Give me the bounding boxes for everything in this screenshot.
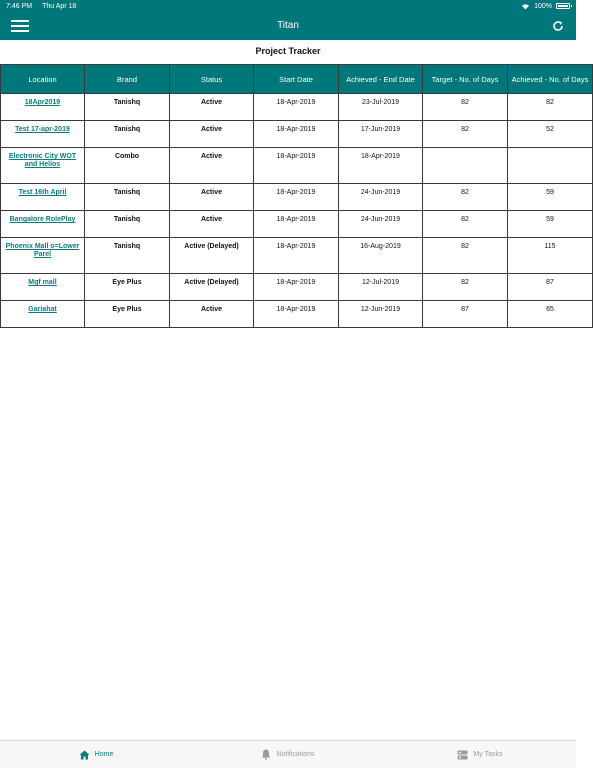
cell-brand: Tanishq	[85, 238, 170, 274]
header-status: Status	[170, 65, 254, 94]
location-link[interactable]: Test 17-apr-2019	[15, 126, 70, 133]
status-date: Thu Apr 18	[42, 2, 77, 10]
location-link[interactable]: Phoenix Mall o=Lower Parel	[5, 243, 80, 258]
header-achieved-end-date: Achieved - End Date	[339, 65, 423, 94]
cell-status: Active	[170, 148, 254, 184]
header-target-days: Target - No. of Days	[423, 65, 508, 94]
battery-percent: 100%	[534, 2, 552, 10]
cell-target-days	[423, 148, 508, 184]
cell-end-date: 24-Jun-2019	[339, 211, 423, 238]
cell-start-date: 18-Apr-2019	[254, 238, 339, 274]
header-achieved-days: Achieved - No. of Days	[508, 65, 593, 94]
cell-achieved-days: 65	[508, 301, 593, 328]
cell-end-date: 23-Jul-2019	[339, 94, 423, 121]
cell-location	[1, 148, 85, 184]
nav-bar	[0, 12, 576, 40]
project-table-scroll[interactable]	[0, 64, 589, 328]
cell-target-days: 82	[423, 211, 508, 238]
cell-end-date: 18-Apr-2019	[339, 148, 423, 184]
cell-brand: Eye Plus	[85, 301, 170, 328]
table-row[interactable]	[1, 121, 593, 148]
location-link[interactable]: Bangalore RolePlay	[9, 216, 76, 223]
tab-label: Home	[94, 751, 114, 758]
location-link[interactable]: Gariahat	[28, 306, 57, 313]
cell-end-date: 12-Jul-2019	[339, 274, 423, 301]
table-row[interactable]	[1, 274, 593, 301]
location-link[interactable]: 18Apr2019	[24, 99, 61, 106]
table-row[interactable]	[1, 301, 593, 328]
cell-location	[1, 94, 85, 121]
table-row[interactable]	[1, 238, 593, 274]
wifi-icon	[521, 3, 530, 9]
cell-status: Active	[170, 301, 254, 328]
cell-achieved-days: 82	[508, 94, 593, 121]
cell-achieved-days: 87	[508, 274, 593, 301]
tab-my-tasks[interactable]	[384, 741, 576, 768]
cell-location	[1, 301, 85, 328]
cell-target-days: 82	[423, 121, 508, 148]
header-start-date: Start Date	[254, 65, 339, 94]
cell-status: Active (Delayed)	[170, 238, 254, 274]
tab-label: Notifications	[276, 751, 315, 758]
cell-start-date: 18-Apr-2019	[254, 274, 339, 301]
table-row[interactable]	[1, 184, 593, 211]
cell-status: Active	[170, 94, 254, 121]
table-row[interactable]	[1, 94, 593, 121]
table-row[interactable]	[1, 211, 593, 238]
tab-home[interactable]	[0, 741, 192, 768]
cell-target-days: 87	[423, 301, 508, 328]
cell-location	[1, 238, 85, 274]
cell-end-date: 17-Jun-2019	[339, 121, 423, 148]
cell-start-date: 18-Apr-2019	[254, 301, 339, 328]
cell-status: Active	[170, 211, 254, 238]
table-row[interactable]	[1, 148, 593, 184]
location-link[interactable]: Electronic City WOT and Helios	[8, 153, 77, 168]
cell-status: Active	[170, 184, 254, 211]
content-sheet	[0, 40, 589, 740]
cell-end-date: 12-Jun-2019	[339, 301, 423, 328]
cell-brand: Eye Plus	[85, 274, 170, 301]
cell-start-date: 18-Apr-2019	[254, 211, 339, 238]
cell-target-days: 82	[423, 94, 508, 121]
page-title: Project Tracker	[255, 46, 321, 56]
home-icon	[79, 750, 90, 760]
cell-brand: Tanishq	[85, 211, 170, 238]
refresh-icon[interactable]	[552, 19, 564, 31]
cell-target-days: 82	[423, 274, 508, 301]
cell-start-date: 18-Apr-2019	[254, 121, 339, 148]
cell-end-date: 24-Jun-2019	[339, 184, 423, 211]
cell-end-date: 16-Aug-2019	[339, 238, 423, 274]
status-right	[521, 3, 570, 10]
battery-fill	[558, 5, 568, 7]
table-header-row	[1, 65, 593, 94]
cell-achieved-days: 59	[508, 184, 593, 211]
cell-brand: Tanishq	[85, 184, 170, 211]
tab-label: My Tasks	[473, 751, 503, 758]
cell-location	[1, 274, 85, 301]
cell-status: Active	[170, 121, 254, 148]
cell-status: Active (Delayed)	[170, 274, 254, 301]
cell-target-days: 82	[423, 184, 508, 211]
cell-start-date: 18-Apr-2019	[254, 184, 339, 211]
cell-location	[1, 211, 85, 238]
status-bar	[0, 0, 576, 12]
cell-achieved-days: 52	[508, 121, 593, 148]
project-table	[0, 64, 593, 328]
cell-brand: Combo	[85, 148, 170, 184]
app-title: Titan	[277, 20, 299, 31]
status-time: 7:46 PM	[6, 2, 33, 10]
cell-target-days: 82	[423, 238, 508, 274]
cell-achieved-days	[508, 148, 593, 184]
tasks-icon	[457, 750, 468, 760]
cell-brand: Tanishq	[85, 121, 170, 148]
cell-achieved-days: 59	[508, 211, 593, 238]
location-link[interactable]: Mgf mall	[28, 279, 57, 286]
header-brand: Brand	[85, 65, 170, 94]
header-location: Location	[1, 65, 85, 94]
cell-location	[1, 184, 85, 211]
cell-achieved-days: 115	[508, 238, 593, 274]
tab-bar	[0, 740, 576, 768]
bell-icon	[261, 749, 271, 760]
tab-notifications[interactable]	[192, 741, 384, 768]
cell-start-date: 18-Apr-2019	[254, 148, 339, 184]
cell-start-date: 18-Apr-2019	[254, 94, 339, 121]
location-link[interactable]: Test 16th April	[18, 189, 67, 196]
battery-icon	[556, 3, 570, 9]
cell-brand: Tanishq	[85, 94, 170, 121]
cell-location	[1, 121, 85, 148]
